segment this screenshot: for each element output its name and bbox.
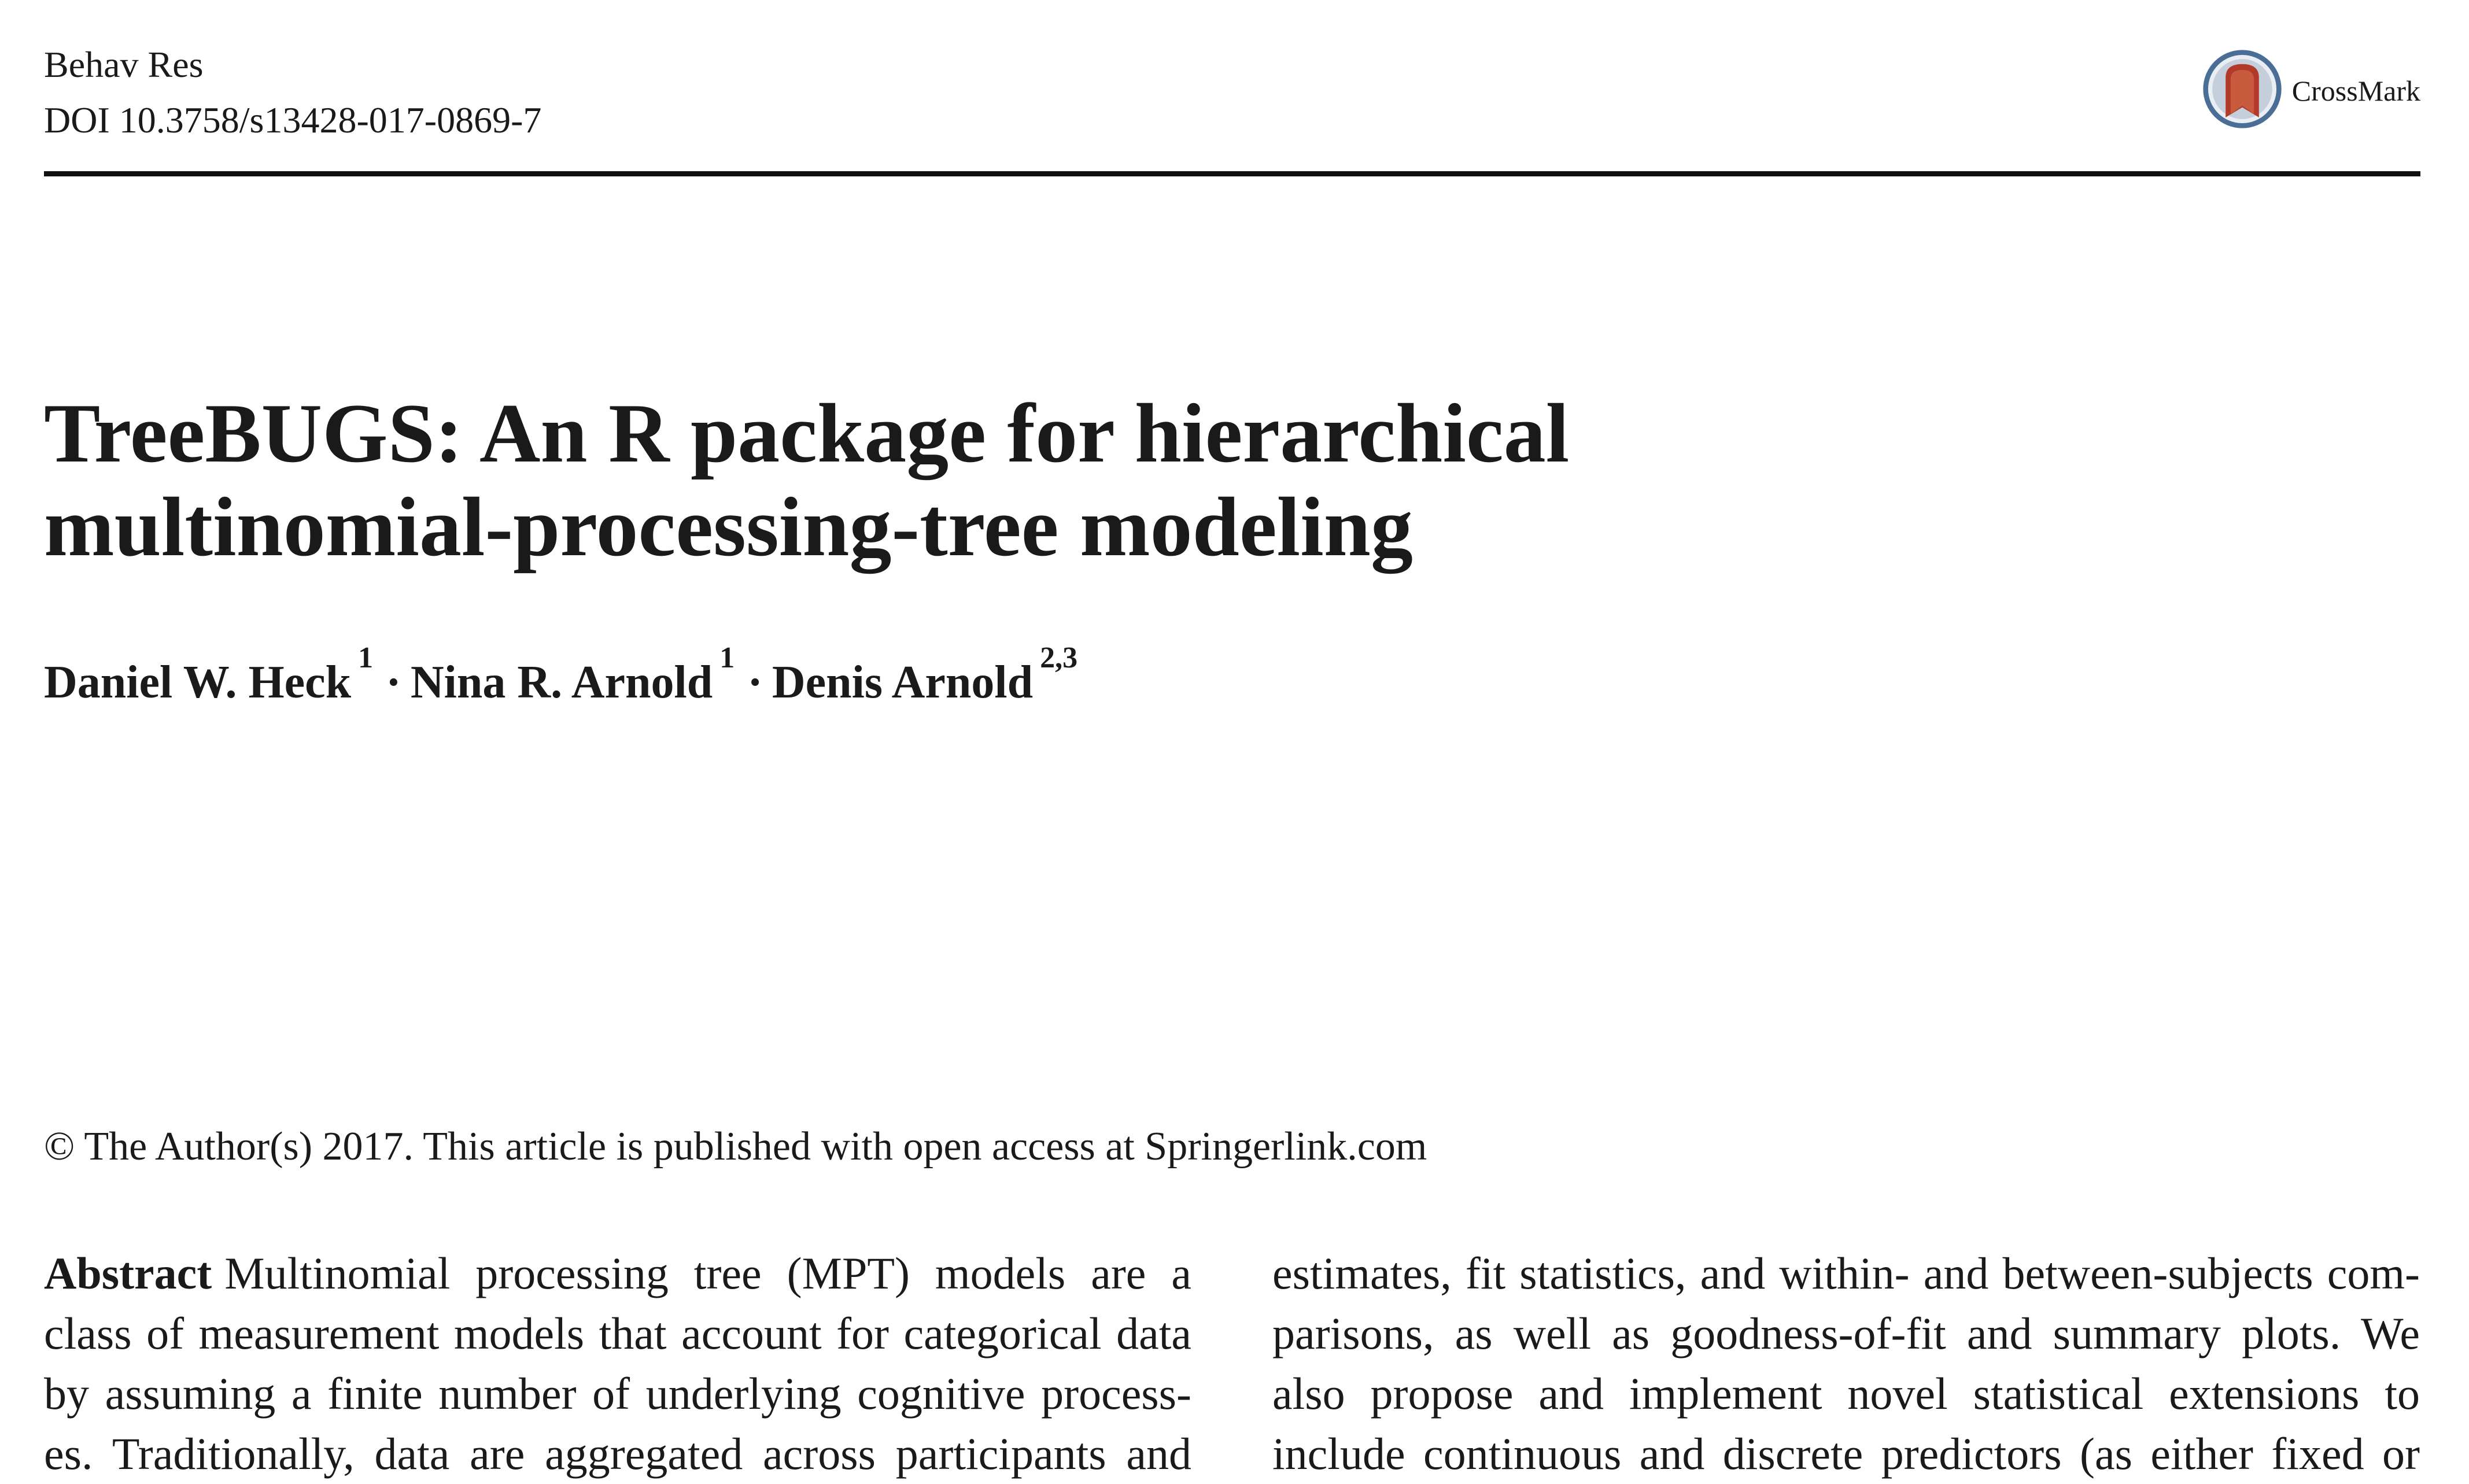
author-name[interactable]: Daniel W. Heck bbox=[44, 657, 352, 708]
abstract-line: estimates, fit statistics, and within- and between-subjects com- bbox=[1272, 1248, 2420, 1298]
title-line-2: multinomial-processing-tree modeling bbox=[44, 480, 1413, 574]
author-affiliation: 1 bbox=[358, 641, 374, 674]
abstract-line: by assuming a finite number of underlying cognitive process- bbox=[44, 1368, 1191, 1419]
crossmark-badge[interactable] bbox=[2201, 47, 2420, 134]
abstract-line-text: Multinomial processing tree (MPT) models are a bbox=[224, 1248, 1191, 1298]
abstract-line: also propose and implement novel statistical extensions to bbox=[1272, 1368, 2420, 1419]
abstract-line: es. Traditionally, data are aggregated across participants and bbox=[44, 1428, 1191, 1479]
abstract-line: class of measurement models that account for categorical data bbox=[44, 1308, 1191, 1359]
title-line-1: TreeBUGS: An R package for hierarchical bbox=[44, 386, 1570, 480]
abstract-heading: Abstract bbox=[44, 1248, 212, 1298]
author-affiliation: 1 bbox=[719, 641, 735, 674]
author-name[interactable]: Nina R. Arnold bbox=[410, 657, 713, 708]
open-access-notice: © The Author(s) 2017. This article is published with open access at Springerlink.com bbox=[44, 1124, 1427, 1169]
abstract-line: include continuous and discrete predictors (as either fixed or bbox=[1272, 1428, 2420, 1479]
abstract-line: parisons, as well as goodness-of-fit and summary plots. We bbox=[1272, 1308, 2420, 1359]
author-separator: · bbox=[747, 657, 763, 708]
crossmark-icon bbox=[2201, 47, 2284, 134]
doi[interactable]: DOI 10.3758/s13428-017-0869-7 bbox=[44, 99, 542, 141]
author-name[interactable]: Denis Arnold bbox=[772, 657, 1034, 708]
header-rule bbox=[44, 171, 2420, 176]
abstract-line bbox=[44, 1243, 1191, 1304]
author-list bbox=[44, 641, 1078, 717]
author-separator: · bbox=[386, 657, 401, 708]
author-affiliation: 2,3 bbox=[1040, 641, 1078, 674]
article-title bbox=[44, 386, 1895, 574]
crossmark-label: CrossMark bbox=[2291, 74, 2420, 107]
journal-name: Behav Res bbox=[44, 44, 204, 85]
